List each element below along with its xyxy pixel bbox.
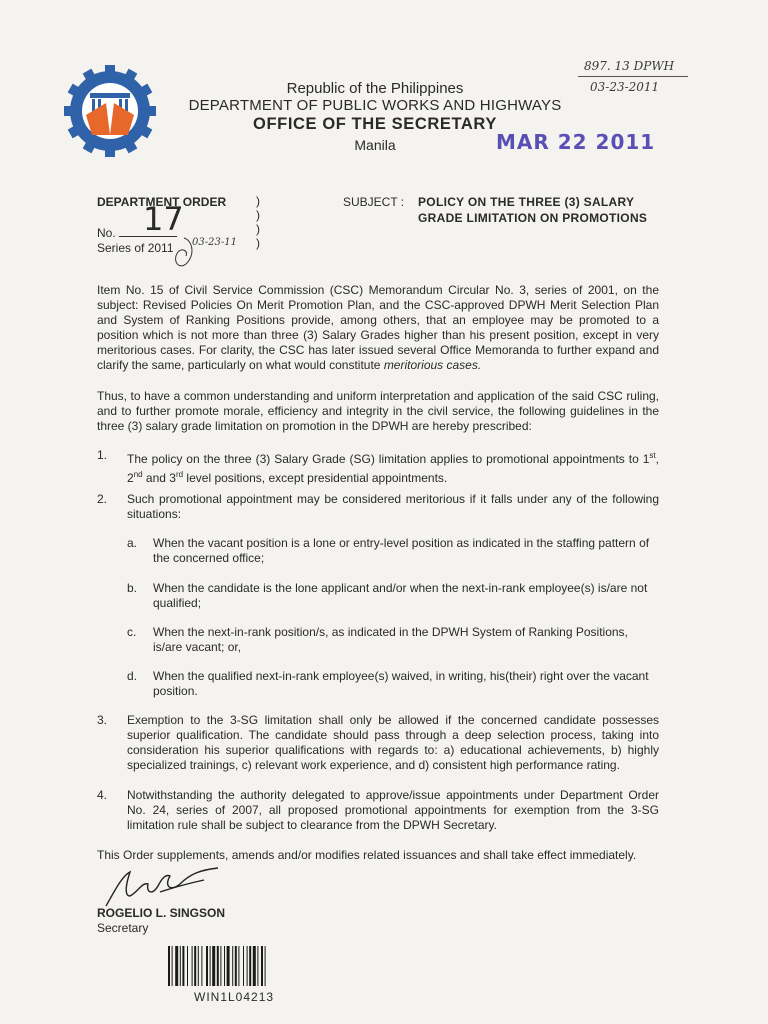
item-2d-letter: d.: [127, 669, 138, 683]
barcode-bar: [257, 946, 258, 986]
item-2b-text: When the candidate is the lone applicant and/or when the next-in-rank employee(s) is/are not qualified;: [153, 581, 648, 610]
item-2-text: Such promotional appointment may be considered meritorious if it falls under any of the following situations:: [127, 492, 659, 521]
signatory-name: ROGELIO L. SINGSON: [97, 906, 226, 920]
barcode-bar: [210, 946, 211, 986]
barcode-bar: [175, 946, 178, 986]
annotation-line-1: 897. 13 DPWH: [584, 59, 675, 73]
barcode-bar: [235, 946, 237, 986]
barcode-bar: [220, 946, 221, 986]
item-2-number: 2.: [97, 492, 108, 506]
barcode-bar: [212, 946, 215, 986]
barcode-bar: [201, 946, 202, 986]
subject-label: SUBJECT :: [343, 195, 405, 209]
annotation-line-2: 03-23-2011: [590, 80, 660, 94]
office-name: OFFICE OF THE SECRETARY: [253, 115, 497, 133]
barcode-bar: [198, 946, 199, 986]
barcode-bar: [180, 946, 181, 986]
barcode-bar: [217, 946, 219, 986]
department-order-label: DEPARTMENT ORDER: [97, 195, 227, 209]
city-name: Manila: [354, 137, 396, 153]
barcode-bar: [238, 946, 239, 986]
paragraph-guidelines: Thus, to have a common understanding and uniform interpretation and application of the said CSC ruling, and to further promote morale, efficiency and integrity in the civil service, the following guidelines in the three (3) salary grade limitation on promotion in the DPWH are hereby prescribed:: [97, 389, 659, 433]
barcode-bar: [172, 946, 173, 986]
barcode-bar: [249, 946, 251, 986]
handwritten-signature: [100, 862, 230, 912]
barcode-bar: [227, 946, 230, 986]
item-3-number: 3.: [97, 713, 108, 727]
dpwh-seal-logo: [62, 63, 158, 159]
barcode-bar: [253, 946, 256, 986]
item-1-number: 1.: [97, 448, 108, 462]
barcode-bar: [232, 946, 233, 986]
item-2a-text: When the vacant position is a lone or entry-level position as indicated in the staffing pattern of the concerned office;: [153, 536, 650, 565]
barcode-bar: [243, 946, 244, 986]
item-4-text: Notwithstanding the authority delegated to approve/issue appointments under Department Order No. 24, series of 2007, all proposed promotional appointments for exemption from the 3-SG limitation rule shall be subject to clearance from the DPWH Secretary.: [127, 788, 659, 832]
barcode-bar: [168, 946, 170, 986]
subject-line-2: GRADE LIMITATION ON PROMOTIONS: [418, 211, 648, 225]
republic-line: Republic of the Philippines: [286, 80, 464, 97]
order-no-label: No.: [97, 226, 116, 240]
receipt-annotation: [578, 58, 688, 95]
barcode-bar: [206, 946, 208, 986]
order-parens: ) ) ) ): [256, 194, 260, 250]
barcode-bar: [192, 946, 193, 986]
barcode-bar: [224, 946, 225, 986]
barcode-bar: [194, 946, 196, 986]
barcode-code: WIN1L04213: [194, 990, 275, 1004]
paragraph-intro: [97, 283, 659, 373]
item-2c-text: When the next-in-rank position/s, as indicated in the DPWH System of Ranking Positions, is/are vacant; or,: [153, 625, 628, 654]
item-2d-text: When the qualified next-in-rank employee(s) waived, in writing, his(their) right over the vacant position.: [153, 669, 649, 698]
barcode-bar: [247, 946, 248, 986]
signatory-title: Secretary: [97, 921, 149, 935]
item-3-text: Exemption to the 3-SG limitation shall only be allowed if the concerned candidate possesses superior qualification. The candidate should pass through a deep selection process, taking into consideration his superior qualifications with regards to: a) educational achievements, b) highly specialized trainings, c) relevant work experience, and d) consistent high performance rating.: [127, 713, 659, 772]
department-name: DEPARTMENT OF PUBLIC WORKS AND HIGHWAYS: [188, 97, 562, 114]
paragraph-intro-emphasis: meritorious cases.: [383, 358, 482, 372]
subject-line-1: POLICY ON THE THREE (3) SALARY: [418, 195, 635, 209]
item-2b-letter: b.: [127, 581, 138, 595]
barcode-bar: [187, 946, 188, 986]
item-4-number: 4.: [97, 788, 108, 802]
handwritten-circle-mark: [170, 234, 200, 274]
item-2a-letter: a.: [127, 536, 138, 550]
order-series: Series of 2011: [97, 241, 174, 255]
barcode-bar: [182, 946, 184, 986]
document-barcode: [168, 946, 300, 986]
item-1-text: The policy on the three (3) Salary Grade (SG) limitation applies to promotional appointments to 1st, 2nd and 3rd level positions, except presidential appointments.: [127, 451, 659, 485]
item-2c-letter: c.: [127, 625, 137, 639]
order-number: 17: [143, 200, 184, 238]
closing-paragraph: This Order supplements, amends and/or modifies related issuances and shall take effect immediately.: [97, 848, 637, 862]
barcode-bar: [265, 946, 266, 986]
barcode-bar: [261, 946, 263, 986]
received-date-stamp: MAR 22 2011: [496, 130, 656, 154]
order-handwritten-date: 03-23-11: [192, 237, 237, 248]
paragraph-intro-text: Item No. 15 of Civil Service Commission (CSC) Memorandum Circular No. 3, series of 2001, on the subject: Revised Policies On Merit Promotion Plan, and the CSC-approved DPWH Merit Selection Plan and System of Ranking Positions provide, among others, that an employee may be promoted to a position which is not more than three (3) Salary Grades higher than his present position, except in very meritorious cases. For clarity, the CSC has later issued several Office Memoranda to further expand and clarify the same, particularly on what would constitute: [97, 283, 659, 372]
